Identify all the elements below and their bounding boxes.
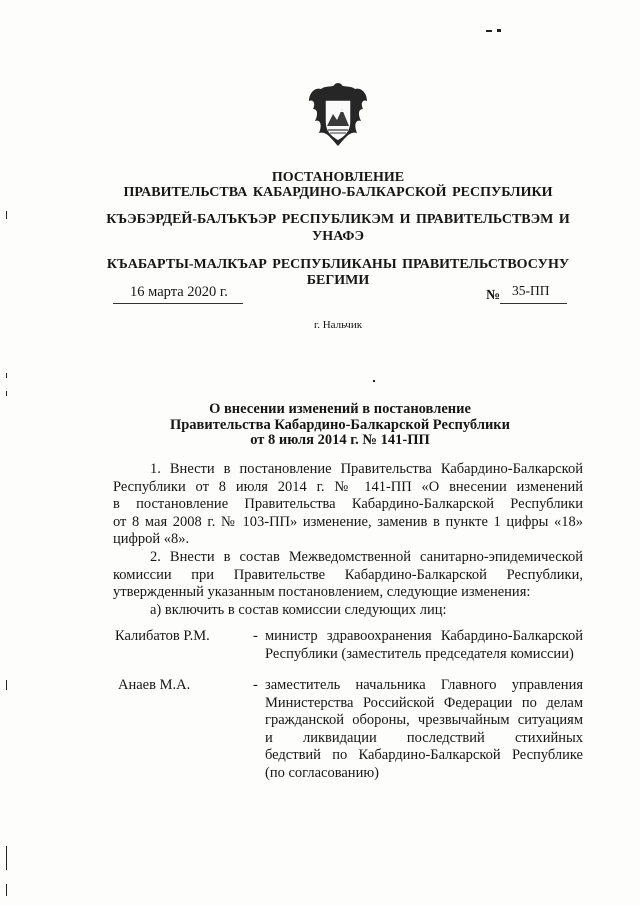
scan-mark [486,30,492,32]
issuer-title: ПРАВИТЕЛЬСТВА КАБАРДИНО-БАЛКАРСКОЙ РЕСПУБЛИКИ [123,185,553,200]
subject-heading [90,402,590,449]
scan-mark [373,380,375,382]
scan-mark [6,211,7,219]
body-text [113,461,583,619]
paragraph-2-line: утвержденный указанным постановлением, следующие изменения: [113,584,531,601]
member-position-line: Республики (заместитель председателя комиссии) [265,645,574,662]
member-position-line: министр здравоохранения Кабардино-Балкарской [265,628,583,644]
kabardian-title-line: КЪЭБЭРДЕЙ-БАЛЪКЪЭР РЕСПУБЛИКЭМ И ПРАВИТЕЛЬСТВЭМ И [106,212,570,227]
paragraph-1-line: цифрой «8». [113,531,190,548]
member-name: Калибатов Р.М. [115,628,210,644]
paragraph-1-line: в постановление Правительства Кабардино-Балкарской Республики [113,496,583,513]
member-position-line: гражданской обороны, чрезвычайным ситуациям [265,712,583,729]
paragraph-2-line: а) включить в состав комиссии следующих лиц: [150,601,447,618]
member-position [265,628,583,663]
scan-mark [6,846,7,870]
document-date: 16 марта 2020 г. [130,284,228,300]
kabardian-title-line: УНАФЭ [312,229,364,244]
member-position-line: Министерства Российской Федерации по делам [265,694,583,711]
paragraph-2-line: комиссии при Правительстве Кабардино-Балкарской Республики, [113,566,583,583]
document-number: 35-ПП [512,283,550,298]
balkar-title-line: КЪАБАРТЫ-МАЛКЪАР РЕСПУБЛИКАНЫ ПРАВИТЕЛЬСТВОСУНУ [106,257,570,272]
member-dash: - [253,677,258,693]
date-underline [113,303,243,304]
member-position-line: (по согласованию) [265,764,379,781]
paragraph-2-line: 2. Внести в состав Межведомственной санитарно-эпидемической [150,548,583,565]
member-dash: - [253,628,258,644]
paragraph-1-line: Республики от 8 июля 2014 г. № 141-ПП «О внесении изменений [113,478,583,495]
member-position-line: заместитель начальника Главного управления [265,677,583,693]
document-type-title: ПОСТАНОВЛЕНИЕ [271,170,405,185]
member-position [265,677,583,783]
member-position-line: бедствий по Кабардино-Балкарской Республике [265,747,583,764]
paragraph-1-line: 1. Внести в постановление Правительства Кабардино-Балкарской [150,461,583,477]
subject-line: Правительства Кабардино-Балкарской Республики [169,416,511,433]
subject-line: от 8 июля 2014 г. № 141-ПП [250,432,430,448]
subject-line: О внесении изменений в постановление [209,401,471,417]
scan-mark [6,680,7,690]
coat-of-arms-emblem [306,78,370,150]
scan-mark [6,391,7,396]
scan-mark [6,884,7,896]
number-sign: № [486,288,501,303]
member-position-line: и ликвидации последствий стихийных [265,729,583,746]
balkar-title-line: БЕГИМИ [306,273,370,288]
paragraph-1-line: от 8 мая 2008 г. № 103-ПП» изменение, заменив в пункте 1 цифры «18» [113,513,583,530]
member-name: Анаев М.А. [118,677,191,693]
scan-mark [497,29,501,32]
scan-mark [6,373,7,378]
city: г. Нальчик [313,319,363,331]
number-underline [500,303,567,304]
